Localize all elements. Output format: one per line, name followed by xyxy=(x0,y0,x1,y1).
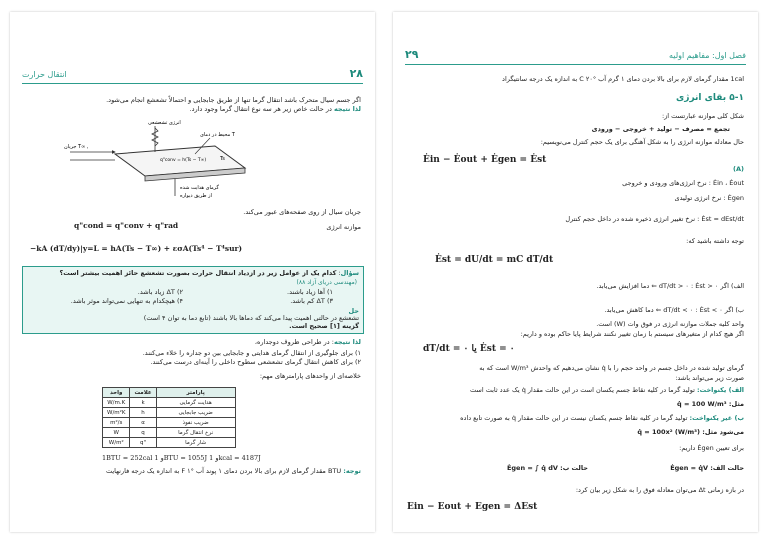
right-page-header xyxy=(405,48,746,65)
running-title: فصل اول: مفاهیم اولیه xyxy=(669,51,746,60)
design-note: لذا نتیجه: در طراحی ظروف دوجداره، xyxy=(254,338,361,346)
intro-line: اگر جسم سیال متحرک باشد انتقال گرما تنها از طریق جابجایی و احتمالاً تشعشع انجام می‌شود. xyxy=(106,96,361,104)
table-row: W/m² q" شار گرما xyxy=(103,438,236,448)
question-text: سؤال: کدام یک از عوامل زیر در ازدیاد انتقال حرارت بصورت تشعشع حائز اهمیت بیشتر است؟ xyxy=(59,269,359,277)
surroundings-label: محیط در دمای T xyxy=(200,132,235,138)
case-alef-equation: حالت الف: Ėgen = q̇V xyxy=(670,464,744,472)
units-table xyxy=(102,387,236,448)
running-title: انتقال حرارت xyxy=(22,70,67,79)
btu-note: توجه: BTU مقدار گرمای لازم برای بالا بردن دمای ۱ پوند آب °F ۱ به اندازه یک درجه فارنهایت xyxy=(105,467,361,475)
control-volume-form: حال معادله موازنه انرژی را به شکل آهنگی برای یک حجم کنترل می‌نویسیم: xyxy=(540,138,744,146)
table-header: پارامتر xyxy=(156,388,235,398)
definition-storage: Ėst = dEst/dt : نرخ تغییر انرژی ذخیره شده در داخل حجم کنترل xyxy=(565,215,744,223)
flow-label: جریان T∞ , xyxy=(64,144,89,150)
question-box xyxy=(22,266,364,334)
boundary-equation: −kA (dT/dy)|y=L = hA(Ts − T∞) + εσA(Ts⁴ − T⁴sur) xyxy=(30,244,243,253)
generation-line-2: صورت زیر می‌تواند باشد: xyxy=(675,374,744,382)
final-equation: Ein − Eout + Egen = ΔEst xyxy=(407,502,538,512)
surface-temp-label: Ts xyxy=(220,156,225,162)
table-row: m²/s α ضریب نفوذ xyxy=(103,418,236,428)
solution-label: حل xyxy=(348,307,359,315)
equation-number: (A) xyxy=(733,165,744,173)
table-header: واحد xyxy=(103,388,130,398)
nonuniform-case: ب) غیر یکنواخت: تولید گرما در کلیه نقاط جسم یکسان نیست در این حالت مقدار q̇ به صورت تابع داده xyxy=(460,414,744,422)
option-2: ۲) ΔT زیاد باشد. xyxy=(137,288,183,296)
energy-balance-label: موازنه انرژی xyxy=(326,223,361,231)
intro-line-2: لذا نتیجه در حالت خاص زیر هر سه نوع انتقال گرما وجود دارد. xyxy=(189,105,361,113)
table-row: W/m.K k هدایت گرمایی xyxy=(103,398,236,408)
page-number: ۲۸ xyxy=(349,67,363,80)
page-number: ۲۹ xyxy=(405,48,419,61)
main-energy-equation: Ėin − Ėout + Ėgen = Ėst xyxy=(423,155,547,165)
egen-line: برای تعیین Ėgen داریم: xyxy=(679,444,744,452)
storage-equation: Ėst = dU/dt = mC dT/dt xyxy=(435,255,554,265)
case-decrease: ب) اگر dT/dt < ۰ : Ėst < ۰ ⇐ دما کاهش می‌یابد. xyxy=(604,306,744,314)
uniform-example: مثل: q̇ = 100 W/m³ xyxy=(677,400,744,408)
right-page xyxy=(393,12,758,532)
uniform-case: الف) یکنواخت: تولید گرما در کلیه نقاط جسم یکسان است در این حالت مقدار q̇ یک عدد ثابت است xyxy=(470,386,744,394)
section-title: ۵-۱ بقای انرژی xyxy=(676,93,744,103)
energy-balance-equation: q"cond = q"conv + q"rad xyxy=(74,221,179,230)
definition-in-out: Ėin ، Ėout : نرخ انرژی‌های ورودی و خروجی xyxy=(622,179,744,187)
solution-line-2: گزینه [۱] صحیح است. xyxy=(289,322,359,330)
table-header: علامت xyxy=(130,388,156,398)
interval-line: در بازه زمانی Δt می‌توان معادله فوق را به شکل زیر بیان کرد: xyxy=(575,486,744,494)
definition-gen: Ėgen : نرخ انرژی تولیدی xyxy=(674,194,744,202)
conduction-label-2: از طریق دیواره xyxy=(180,193,212,199)
qconv-label: q"conv = h(Ts − T∞) xyxy=(160,158,207,163)
heat-transfer-diagram xyxy=(60,116,260,204)
units-caption: خلاصه‌ای از واحدهای پارامترهای مهم: xyxy=(259,372,361,380)
option-4: ۴) هیچکدام به تنهایی نمی‌تواند موثر باشد. xyxy=(70,297,183,305)
case-be-equation: حالت ب: Ėgen = ∫ q̇ dV xyxy=(506,464,588,472)
steady-line: اگر هیچ کدام از متغیرهای سیستم با زمان تغییر نکنند شرایط پایا حاکم بوده و داریم: xyxy=(520,330,744,338)
left-page xyxy=(10,12,375,532)
general-form: شکل کلی موازنه عبارتست از: xyxy=(661,112,744,120)
radiation-label: انرژی تشعشعی xyxy=(148,120,181,126)
left-page-header xyxy=(22,67,363,84)
conduction-label: گرمای هدایت شده xyxy=(180,185,219,191)
note-line: توجه داشته باشید که: xyxy=(686,237,744,245)
question-source: (مهندسی دریای آزاد ۸۸) xyxy=(296,279,357,286)
flow-caption: جریان سیال از روی صفحه‌های عبور می‌کند. xyxy=(243,208,361,216)
nonuniform-example: می‌شود مثل: q̇ = 100x² (W/m³) xyxy=(637,428,744,436)
table-row: W/m²K h ضریب جابجایی xyxy=(103,408,236,418)
case-increase: الف) اگر dT/dt > ۰ : Ėst > ۰ ⇐ دما افزایش می‌یابد. xyxy=(596,282,744,290)
unit-conversions: 1BTU = 252cal و 1BTU = 1055J و 1kcal = 4187J xyxy=(102,454,261,462)
general-equation: تجمع = مصرف − تولید + خروجی − ورودی xyxy=(591,125,730,133)
table-row: W q نرخ انتقال گرما xyxy=(103,428,236,438)
design-item-2: ۲) برای کاهش انتقال گرمای تشعشعی سطوح داخلی را آینه‌ای درست می‌کنند. xyxy=(150,358,361,366)
option-1: ۱) آها زیاد باشند. xyxy=(287,288,333,296)
units-line: واحد کلیه جملات موازنه انرژی در فوق وات (W) است. xyxy=(596,320,744,328)
design-item-1: ۱) برای جلوگیری از انتقال گرمای هدایتی و جابجایی بین دو جداره را خلاء می‌کنند. xyxy=(142,349,361,357)
option-3: ۳) ΔT کم باشد. xyxy=(290,297,333,305)
cal-definition: 1cal مقدار گرمای لازم برای بالا بردن دمای ۱ گرم آب °C ۲۰ به اندازه یک درجه سانتیگراد xyxy=(502,75,744,83)
generation-line-1: گرمای تولید شده در داخل جسم در واحد حجم را با q̇ نشان می‌دهیم که واحدش W/m³ است که به xyxy=(479,364,744,372)
steady-equation: dT/dt = ۰ یا Ėst = ۰ xyxy=(423,344,515,354)
solution-line-1: تشعشع در حالتی اهمیت پیدا می‌کند که دماها بالا باشند (تابع دما به توان ۴ است) xyxy=(143,314,359,322)
